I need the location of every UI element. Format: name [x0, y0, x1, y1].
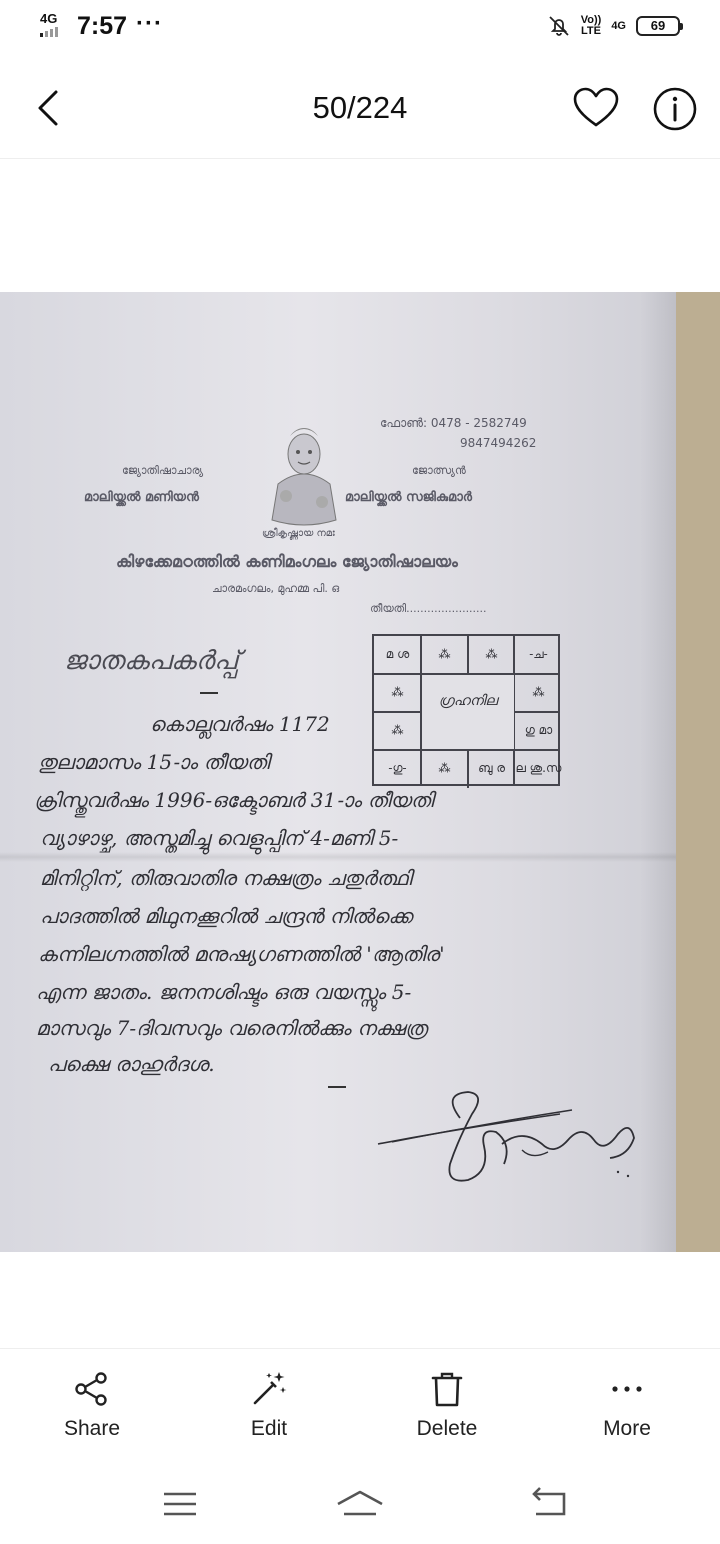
chart-cell: -ഗു-: [388, 761, 407, 775]
organization-address: ചാരമംഗലം, മുഹമ്മ പി. ഒ: [212, 582, 340, 595]
horoscope-chart: [372, 634, 560, 786]
phone-number-1: ഫോൺ: 0478 - 2582749: [380, 416, 527, 430]
date-line: തീയതി.......................: [370, 602, 487, 615]
share-label: Share: [63, 1417, 121, 1440]
more-dots-icon: [607, 1369, 647, 1409]
chart-cell: ഗു മാ: [524, 723, 553, 737]
viewer-header: [0, 60, 720, 159]
chart-center-label: ഗ്രഹനില: [421, 674, 515, 750]
battery-icon: [636, 16, 680, 36]
handwritten-line: കന്നിലഗ്നത്തിൽ മനുഷ്യഗണത്തിൽ 'ആതിര': [38, 942, 445, 966]
signal-indicator: [40, 12, 58, 37]
more-label: More: [603, 1417, 651, 1440]
handwritten-line: തുലാമാസം 15-ാം തീയതി: [38, 750, 270, 774]
chart-cell: ⁂: [391, 685, 404, 699]
home-icon[interactable]: [330, 1484, 390, 1524]
chart-cell: ⁂: [438, 647, 451, 661]
share-icon: [72, 1369, 112, 1409]
recent-apps-icon[interactable]: [150, 1484, 210, 1524]
heart-icon[interactable]: [572, 86, 620, 130]
chart-cell: ⁂: [485, 647, 498, 661]
delete-label: Delete: [416, 1417, 478, 1440]
signal-bars-icon: [40, 27, 58, 37]
chart-cell: മ ശ: [385, 647, 410, 661]
volte-indicator: Vo)) LTE: [580, 14, 602, 37]
handwritten-title: ജാതകപകർപ്പ്: [64, 646, 239, 676]
phone-number-2: 9847494262: [460, 436, 537, 450]
astrologer-name-right: മാലിയ്ക്കൽ സജികുമാർ: [345, 490, 472, 505]
bell-muted-icon: [547, 14, 571, 38]
edit-button[interactable]: [214, 1369, 324, 1441]
handwritten-line: എന്ന ജാതം. ജനനശിഷ്ടം ഒരു വയസ്സും 5-: [36, 980, 412, 1004]
battery-level: 69: [650, 18, 666, 33]
handwritten-line: ക്രിസ്തുവർഷം 1996-ഒക്ടോബർ 31-ാം തീയതി: [34, 788, 434, 812]
krishna-illustration: [264, 424, 344, 530]
photo-viewer[interactable]: [0, 292, 720, 1252]
more-notifications-icon: ···: [136, 10, 163, 37]
chart-cell: ⁂: [532, 685, 545, 699]
more-button[interactable]: [572, 1369, 682, 1441]
organization-name: കിഴക്കേമഠത്തിൽ കണിമംഗലം ജ്യോതിഷാലയം: [116, 552, 458, 571]
trash-icon: [427, 1369, 467, 1409]
handwritten-line: പാദത്തിൽ മിഥുനക്കൂറിൽ ചന്ദ്രൻ നിൽക്കെ: [40, 904, 413, 928]
handwritten-line: വ്യാഴാഴ്ച, അസ്തമിച്ചു വെളുപ്പിന് 4-മണി 5-: [40, 826, 399, 850]
image-counter: 50/224: [312, 90, 408, 125]
astrologer-title-right: ജോത്സ്യൻ: [412, 464, 466, 477]
astrologer-title-left: ജ്യോതിഷാചാര്യ: [122, 464, 204, 477]
chart-cell: ⁂: [438, 761, 451, 775]
handwritten-line: മിനിറ്റിന്, തിരുവാതിര നക്ഷത്രം ചതുർത്ഥി: [40, 866, 412, 890]
chart-cell: ബു ര: [478, 761, 505, 775]
edit-label: Edit: [250, 1417, 288, 1440]
handwritten-line: പക്ഷെ രാഹുർദശ.: [48, 1052, 215, 1076]
handwritten-line: മാസവും 7-ദിവസവും വരെനിൽക്കും നക്ഷത്ര: [36, 1016, 428, 1040]
document-paper: [0, 292, 676, 1252]
network-type-right: 4G: [611, 19, 626, 32]
back-nav-icon[interactable]: [518, 1484, 578, 1524]
handwritten-signature: [372, 1084, 652, 1204]
delete-button[interactable]: [392, 1369, 502, 1441]
share-button[interactable]: [37, 1369, 147, 1441]
magic-wand-icon: [249, 1369, 289, 1409]
info-icon[interactable]: [652, 86, 698, 132]
astrologer-name-left: മാലിയ്ക്കൽ മണിയൻ: [84, 490, 199, 505]
chart-cell: ⁂: [391, 723, 404, 737]
invocation-text: ശ്രീകൃഷ്ണായ നമഃ: [262, 528, 335, 539]
system-navigation-bar: [0, 1466, 720, 1544]
chart-cell: -ച-: [529, 647, 548, 661]
action-bar: [0, 1348, 720, 1459]
chart-cell: ല ശു.സ: [515, 761, 562, 775]
status-bar: [0, 0, 720, 58]
handwritten-line: കൊല്ലവർഷം 1172: [150, 712, 330, 736]
network-type-left: 4G: [40, 11, 58, 26]
clock: 7:57: [77, 12, 128, 40]
